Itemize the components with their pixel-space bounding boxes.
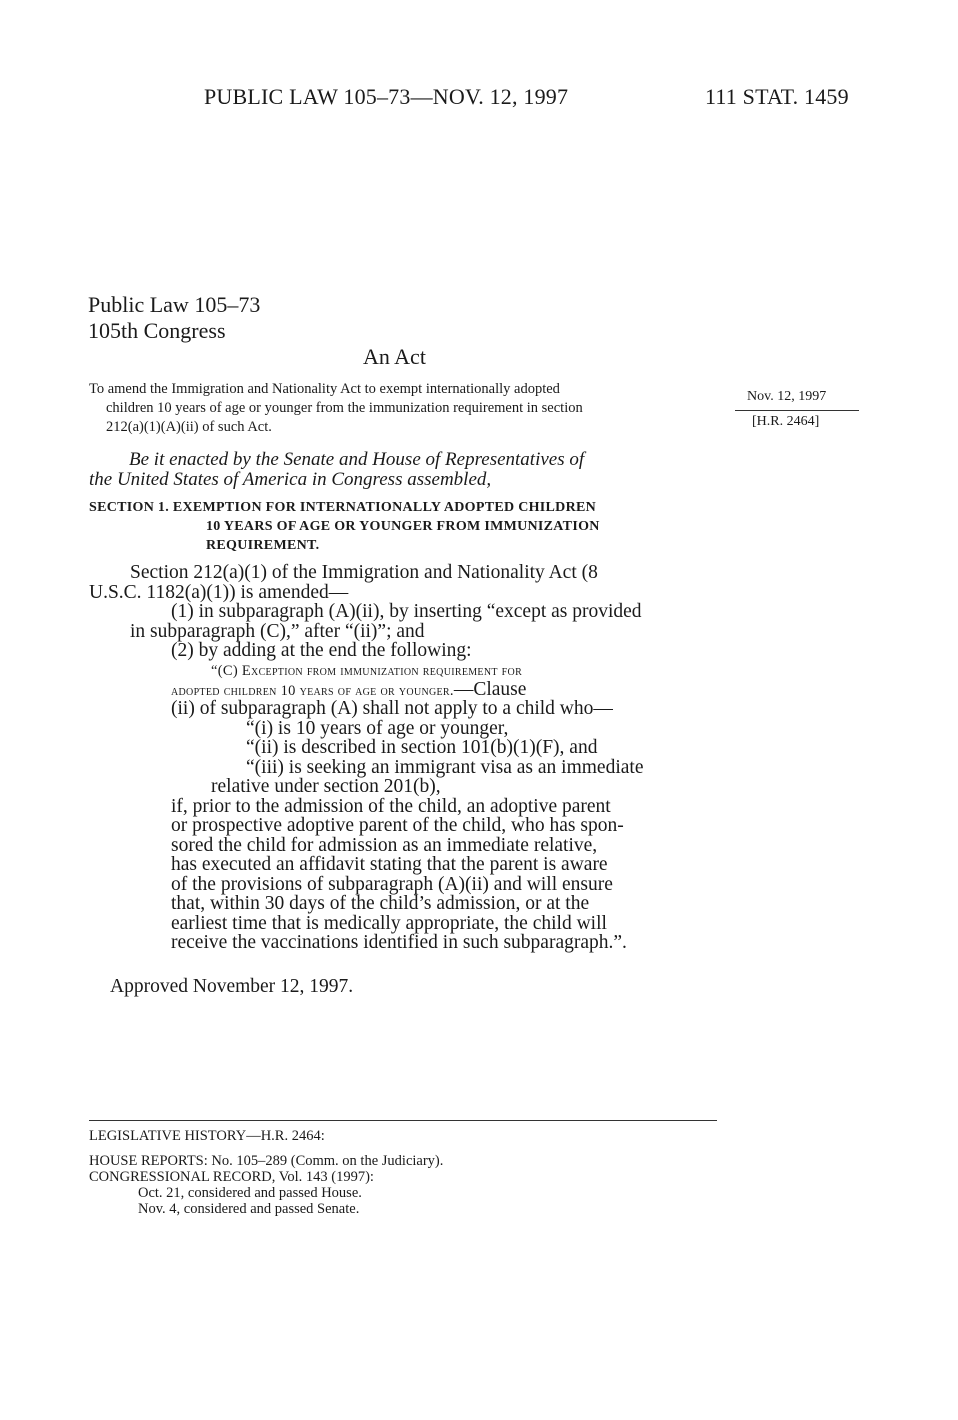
approval-date: Approved November 12, 1997. (110, 976, 354, 997)
house-reports: HOUSE REPORTS: No. 105–289 (Comm. on the Judiciary). (89, 1153, 444, 1169)
act-heading: An Act (363, 344, 426, 369)
body-intro-line-2: U.S.C. 1182(a)(1)) is amended— (89, 582, 349, 603)
amendment-item-1-cont: in subparagraph (C),” after “(ii)”; and (130, 621, 425, 642)
running-header-title: PUBLIC LAW 105–73—NOV. 12, 1997 (204, 84, 569, 109)
proviso-line-1: if, prior to the admission of the child, an adoptive parent (171, 796, 611, 817)
clause-iii-cont: relative under section 201(b), (211, 776, 441, 797)
congress-number: 105th Congress (88, 318, 226, 343)
subparagraph-c-heading-line-1: “(C) Exception from immunization requirement for (211, 663, 523, 679)
margin-date: Nov. 12, 1997 (747, 389, 827, 404)
amendment-item-1: (1) in subparagraph (A)(ii), by inserting “except as provided (171, 601, 642, 622)
statute-page-number: 111 STAT. 1459 (705, 84, 849, 109)
history-entry-senate: Nov. 4, considered and passed Senate. (138, 1201, 360, 1217)
margin-bill-number: [H.R. 2464] (752, 414, 820, 429)
footnote-rule (89, 1120, 717, 1121)
purpose-line-2: children 10 years of age or younger from the immunization requirement in section (106, 400, 583, 416)
section-heading-line-3: REQUIREMENT. (206, 538, 320, 553)
subparagraph-c-heading-line-2 (171, 680, 526, 700)
clause-i: “(i) is 10 years of age or younger, (246, 718, 509, 739)
margin-rule (735, 410, 859, 411)
purpose-line-3: 212(a)(1)(A)(ii) of such Act. (106, 419, 272, 435)
body-intro-line-1: Section 212(a)(1) of the Immigration and Nationality Act (8 (130, 562, 598, 583)
enacting-clause-line-1: Be it enacted by the Senate and House of Representatives of (129, 449, 585, 470)
legislative-history-heading: LEGISLATIVE HISTORY—H.R. 2464: (89, 1128, 325, 1144)
proviso-line-5: of the provisions of subparagraph (A)(ii) and will ensure (171, 874, 613, 895)
history-entry-house: Oct. 21, considered and passed House. (138, 1185, 362, 1201)
congressional-record: CONGRESSIONAL RECORD, Vol. 143 (1997): (89, 1169, 374, 1185)
proviso-line-7: earliest time that is medically appropriate, the child will (171, 913, 607, 934)
clause-iii: “(iii) is seeking an immigrant visa as an immediate (246, 757, 644, 778)
section-heading-line-1: SECTION 1. EXEMPTION FOR INTERNATIONALLY ADOPTED CHILDREN (89, 500, 597, 515)
section-heading-line-2: 10 YEARS OF AGE OR YOUNGER FROM IMMUNIZATION (206, 519, 600, 534)
subparagraph-c-heading-caption: adopted children 10 years of age or younger. (171, 683, 454, 699)
subparagraph-c-clause: —Clause (453, 679, 527, 700)
public-law-number: Public Law 105–73 (88, 292, 261, 317)
proviso-line-2: or prospective adoptive parent of the child, who has spon- (171, 815, 624, 836)
enacting-clause-line-2: the United States of America in Congress assembled, (89, 469, 492, 490)
amendment-item-2: (2) by adding at the end the following: (171, 640, 472, 661)
proviso-line-6: that, within 30 days of the child’s admission, or at the (171, 893, 590, 914)
proviso-line-4: has executed an affidavit stating that the parent is aware (171, 854, 608, 875)
purpose-line-1: To amend the Immigration and Nationality Act to exempt internationally adopted (89, 381, 560, 397)
proviso-line-3: sored the child for admission as an immediate relative, (171, 835, 598, 856)
proviso-line-8: receive the vaccinations identified in such subparagraph.”. (171, 932, 627, 953)
subparagraph-c-line-3: (ii) of subparagraph (A) shall not apply to a child who— (171, 698, 613, 719)
clause-ii: “(ii) is described in section 101(b)(1)(F), and (246, 737, 598, 758)
